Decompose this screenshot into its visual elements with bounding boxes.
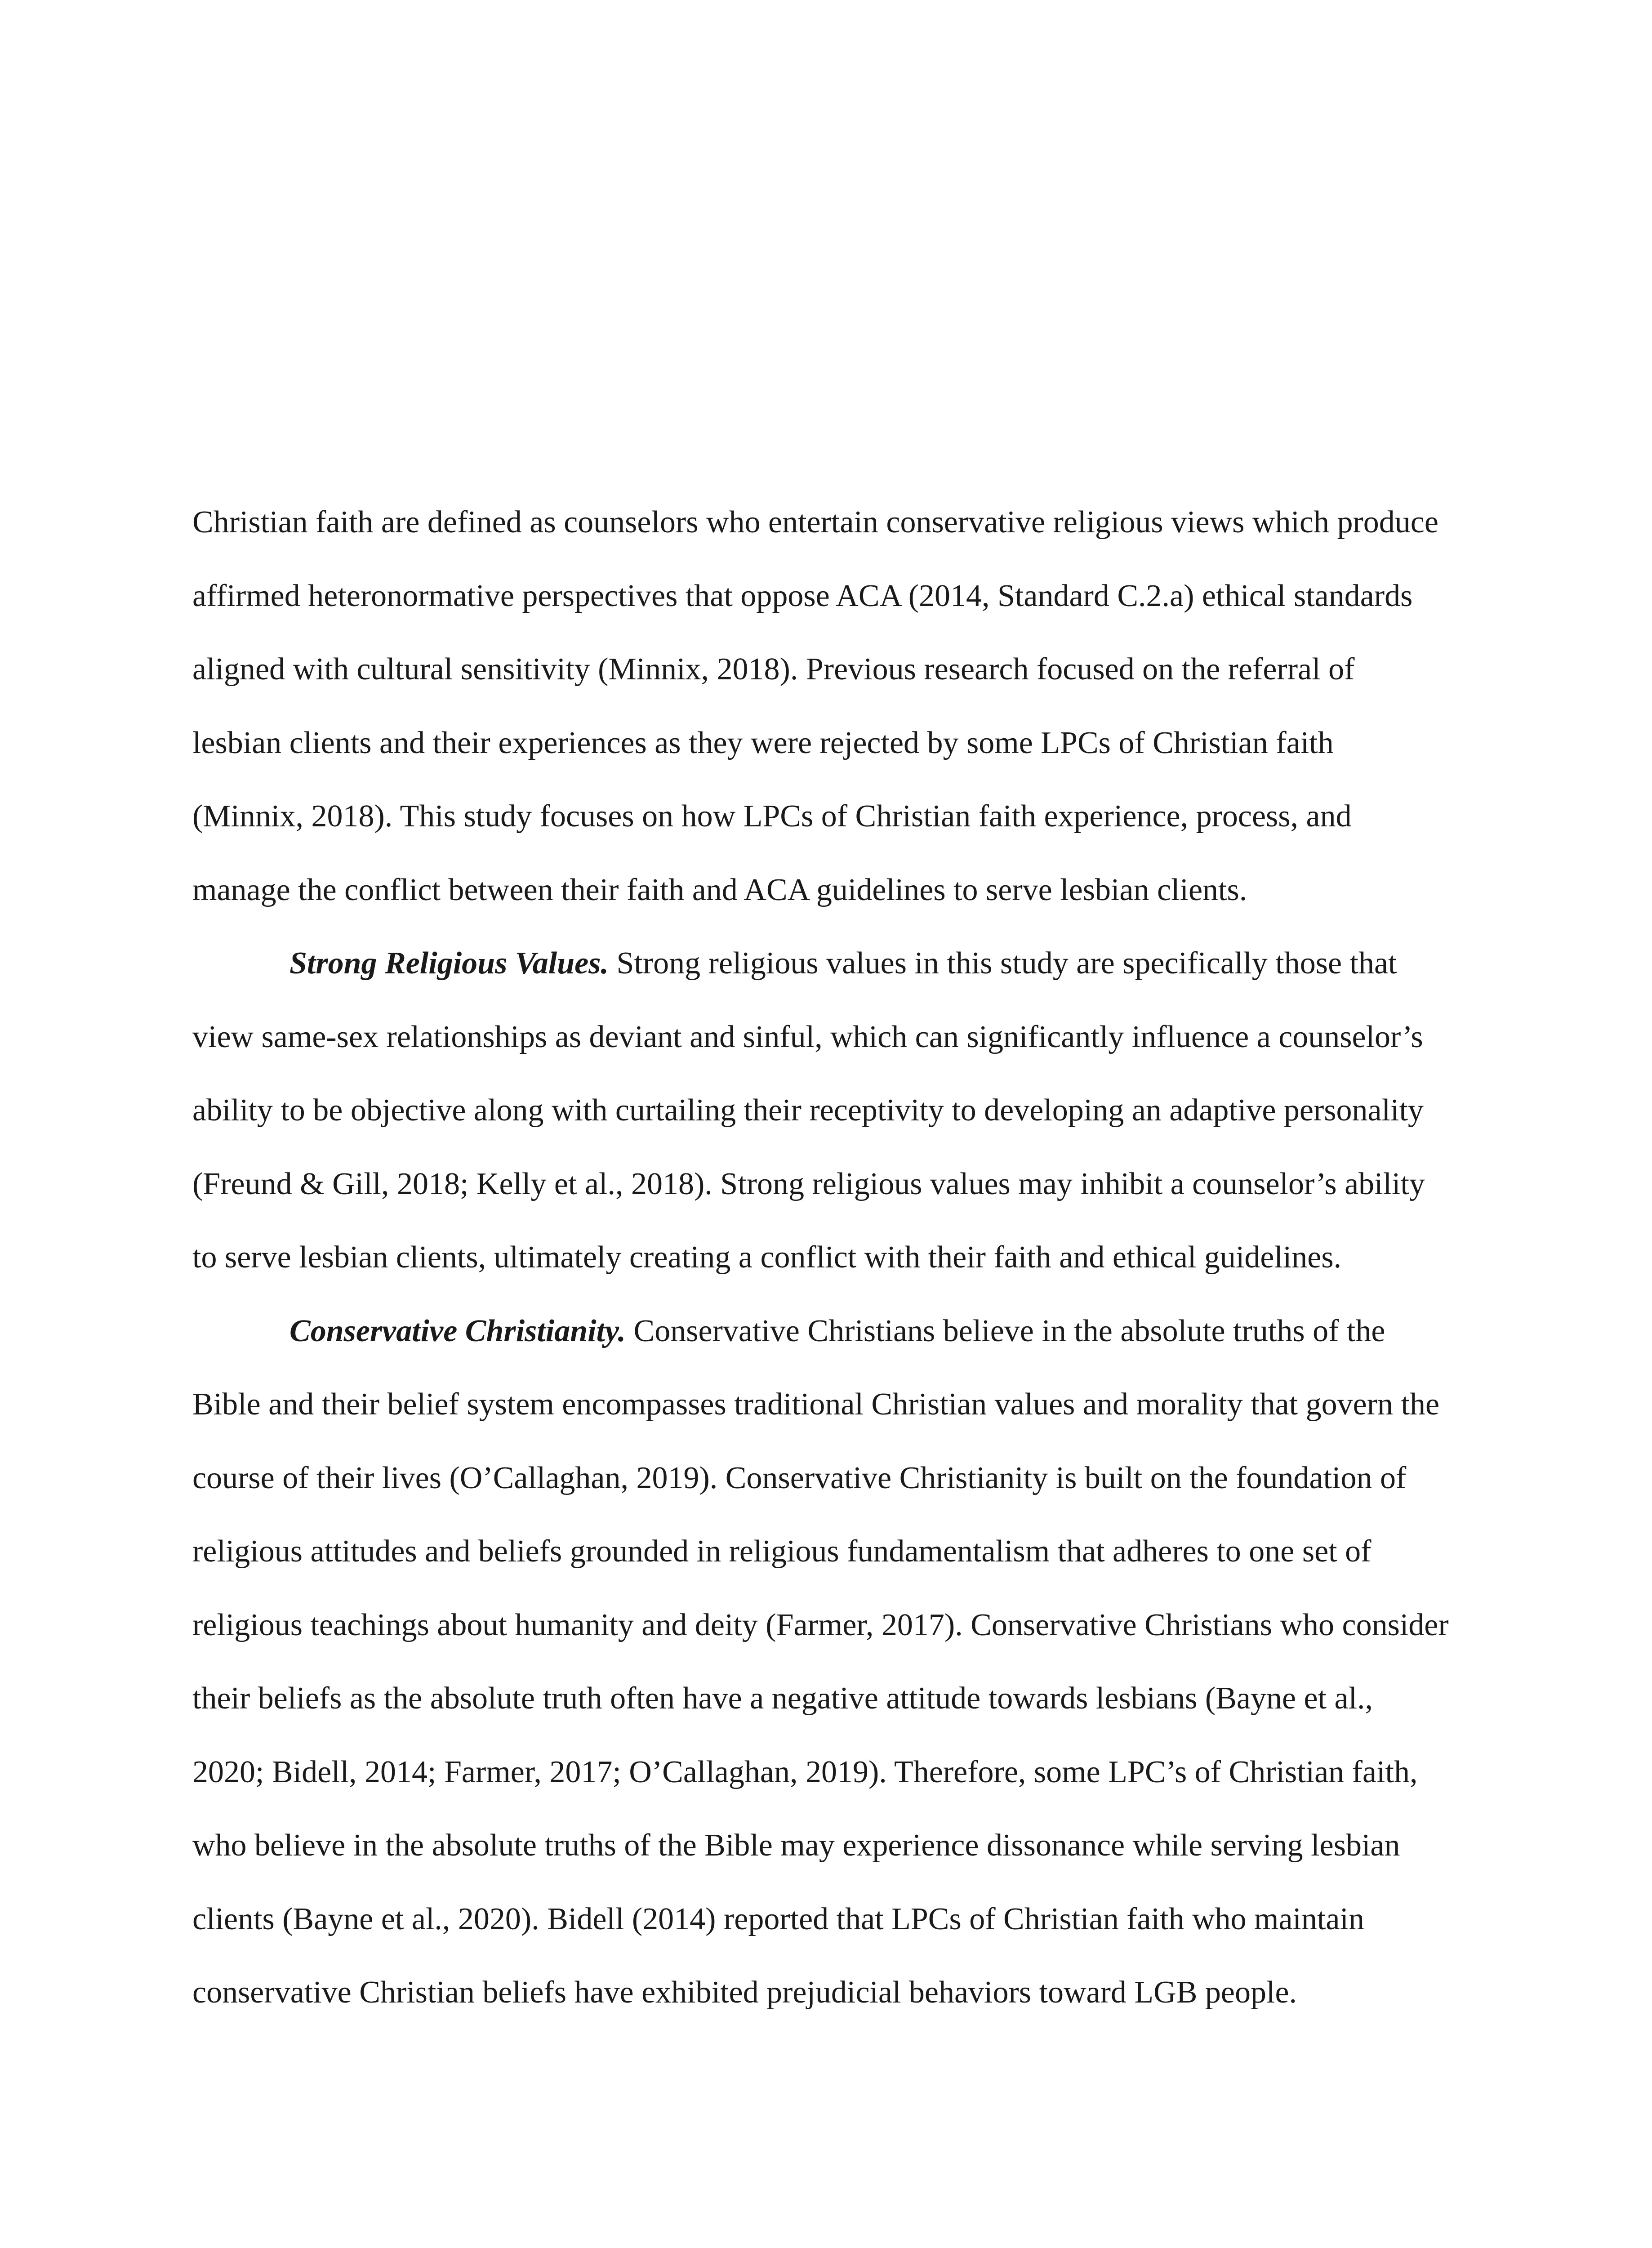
run-in-heading-strong-religious-values: Strong Religious Values.: [289, 946, 609, 981]
paragraph-definition-continuation: [192, 486, 1451, 927]
paragraph-text: Christian faith are defined as counselors who entertain conservative religious views which produce affirmed heteronormative perspectives that oppose ACA (2014, Standard C.2.a) ethical standards aligned with cultural sensitivity (Minnix, 2018). Previous research focused on the referral of lesbian clients and their experiences as they were rejected by some LPCs of Christian faith (Minnix, 2018). This study focuses on how LPCs of Christian faith experience, process, and manage the conflict between their faith and ACA guidelines to serve lesbian clients.: [192, 505, 1438, 907]
paragraph-text: Strong religious values in this study are specifically those that view same-sex relationships as deviant and sinful, which can significantly influence a counselor’s ability to be objective along with curtailing their receptivity to developing an adaptive personality (Freund & Gill, 2018; Kelly et al., 2018). Strong religious values may inhibit a counselor’s ability to serve lesbian clients, ultimately creating a conflict with their faith and ethical guidelines.: [192, 946, 1425, 1275]
run-in-heading-conservative-christianity: Conservative Christianity.: [289, 1313, 626, 1348]
body-text: [192, 486, 1451, 2029]
paragraph-strong-religious-values: [192, 927, 1451, 1294]
paragraph-text: Conservative Christians believe in the absolute truths of the Bible and their belief system encompasses traditional Christian values and morality that govern the course of their lives (O’Callaghan, 2019). Conservative Christianity is built on the foundation of religious attitudes and beliefs grounded in religious fundamentalism that adheres to one set of religious teachings about humanity and deity (Farmer, 2017). Conservative Christians who consider their beliefs as the absolute truth often have a negative attitude towards lesbians (Bayne et al., 2020; Bidell, 2014; Farmer, 2017; O’Callaghan, 2019). Therefore, some LPC’s of Christian faith, who believe in the absolute truths of the Bible may experience dissonance while serving lesbian clients (Bayne et al., 2020). Bidell (2014) reported that LPCs of Christian faith who maintain conservative Christian beliefs have exhibited prejudicial behaviors toward LGB people.: [192, 1313, 1449, 2010]
paragraph-conservative-christianity: [192, 1294, 1451, 2029]
